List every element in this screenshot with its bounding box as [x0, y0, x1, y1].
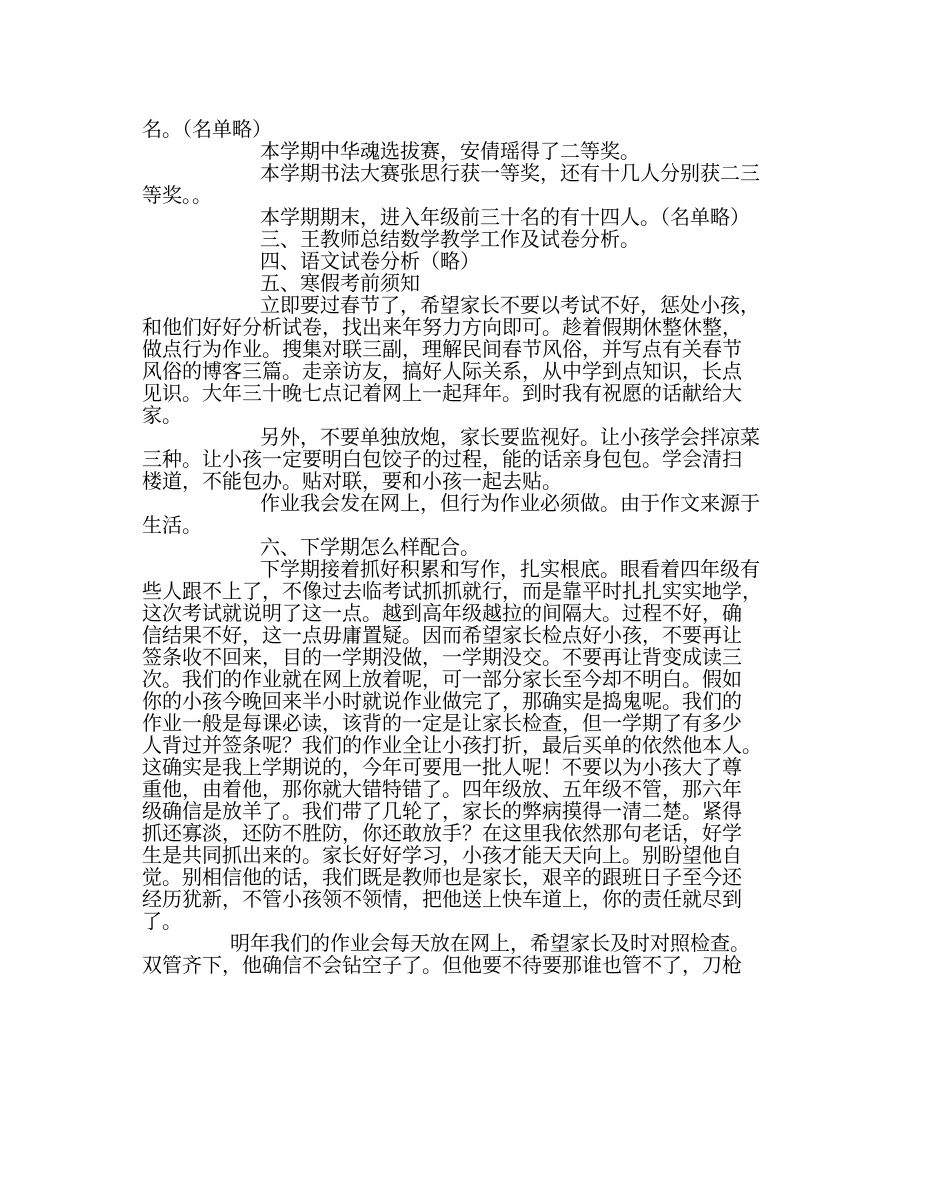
text-line: 另外，不要单独放炮，家长要监视好。让小孩学会拌凉菜 — [260, 426, 760, 448]
text-line: 见识。大年三十晚七点记着网上一起拜年。到时我有祝愿的话献给大 — [142, 382, 742, 404]
text-line: 经历犹新，不管小孩领不领情，把他送上快车道上，你的责任就尽到 — [142, 888, 742, 910]
text-line: 四、语文试卷分析（略） — [260, 250, 480, 272]
text-line: 信结果不好，这一点毋庸置疑。因而希望家长检点好小孩，不要再让 — [142, 624, 742, 646]
text-line: 本学期中华魂选拔赛，安倩瑶得了二等奖。 — [260, 140, 640, 162]
text-line: 作业我会发在网上，但行为作业必须做。由于作文来源于 — [260, 492, 760, 514]
text-line: 级确信是放羊了。我们带了几轮了，家长的弊病摸得一清二楚。紧得 — [142, 800, 742, 822]
text-line: 明年我们的作业会每天放在网上，希望家长及时对照检查。 — [230, 932, 750, 954]
text-line: 六、下学期怎么样配合。 — [260, 536, 480, 558]
text-line: 楼道，不能包办。贴对联，要和小孩一起去贴。 — [142, 470, 562, 492]
text-line: 抓还寡淡，还防不胜防，你还敢放手？在这里我依然那句老话，好学 — [142, 822, 742, 844]
text-line: 签条收不回来，目的一学期没做，一学期没交。不要再让背变成读三 — [142, 646, 742, 668]
text-line: 本学期书法大赛张思行获一等奖，还有十几人分别获二三 — [260, 162, 760, 184]
text-line: 五、寒假考前须知 — [260, 272, 420, 294]
document-body — [142, 118, 812, 976]
text-line: 和他们好好分析试卷，找出来年努力方向即可。趁着假期休整休整， — [142, 316, 742, 338]
text-line: 了。 — [142, 910, 182, 932]
text-line: 立即要过春节了，希望家长不要以考试不好，惩处小孩， — [260, 294, 760, 316]
text-line: 这次考试就说明了这一点。越到高年级越拉的间隔大。过程不好，确 — [142, 602, 742, 624]
text-line: 本学期期末，进入年级前三十名的有十四人。（名单略） — [260, 206, 750, 228]
text-line: 三、王教师总结数学教学工作及试卷分析。 — [260, 228, 640, 250]
text-line: 次。我们的作业就在网上放着呢，可一部分家长至今却不明白。假如 — [142, 668, 742, 690]
text-line: 风俗的博客三篇。走亲访友，搞好人际关系，从中学到点知识，长点 — [142, 360, 742, 382]
text-line: 生是共同抓出来的。家长好好学习，小孩才能天天向上。别盼望他自 — [142, 844, 742, 866]
text-line: 生活。 — [142, 514, 202, 536]
text-line: 些人跟不上了，不像过去临考试抓抓就行，而是靠平时扎扎实实地学， — [142, 580, 762, 602]
text-line: 双管齐下，他确信不会钻空子了。但他要不待要那谁也管不了，刀枪 — [142, 954, 742, 976]
text-line: 三种。让小孩一定要明白包饺子的过程，能的话亲身包包。学会清扫 — [142, 448, 742, 470]
text-line: 名。（名单略） — [142, 118, 272, 140]
text-line: 觉。别相信他的话，我们既是教师也是家长，艰辛的跟班日子至今还 — [142, 866, 742, 888]
text-line: 等奖。。 — [142, 184, 212, 206]
text-line: 作业一般是每课必读，该背的一定是让家长检查，但一学期了有多少 — [142, 712, 742, 734]
text-line: 这确实是我上学期说的，今年可要甩一批人呢！不要以为小孩大了尊 — [142, 756, 742, 778]
text-line: 做点行为作业。搜集对联三副，理解民间春节风俗，并写点有关春节 — [142, 338, 742, 360]
text-line: 你的小孩今晚回来半小时就说作业做完了，那确实是捣鬼呢。我们的 — [142, 690, 742, 712]
text-line: 人背过并签条呢？我们的作业全让小孩打折，最后买单的依然他本人。 — [142, 734, 762, 756]
text-line: 家。 — [142, 404, 182, 426]
text-line: 下学期接着抓好积累和写作，扎实根底。眼看着四年级有 — [260, 558, 760, 580]
text-line: 重他，由着他，那你就大错特错了。四年级放、五年级不管，那六年 — [142, 778, 742, 800]
